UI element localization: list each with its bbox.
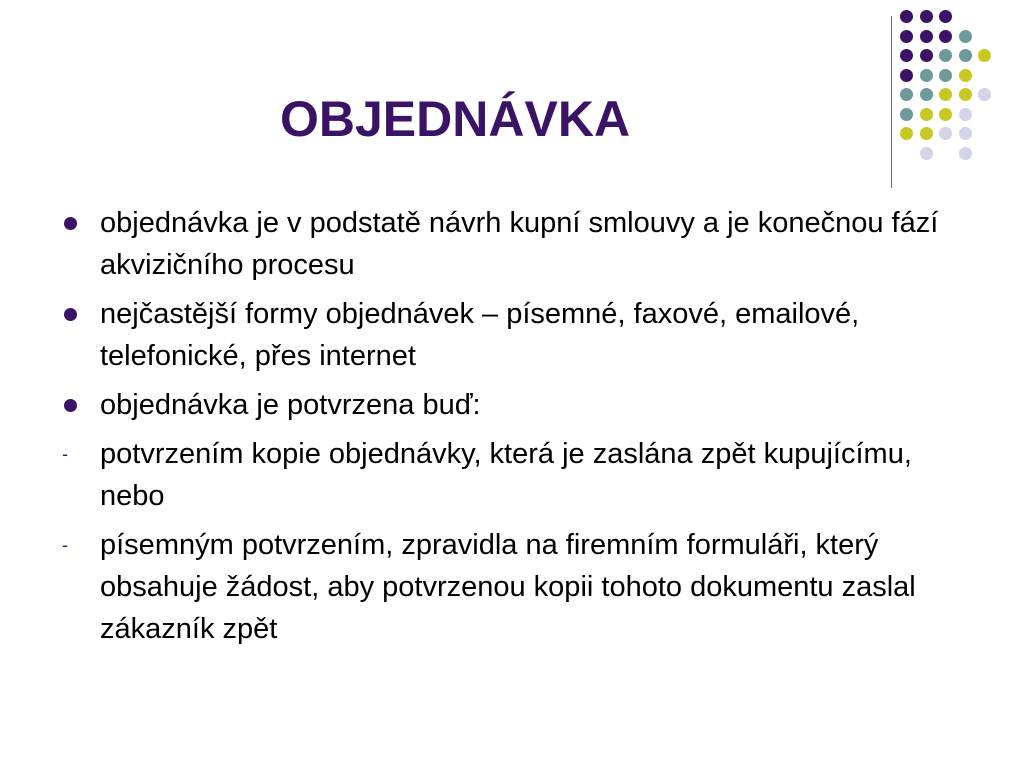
bullet-icon [64, 217, 77, 230]
decorative-dot-icon [920, 88, 933, 101]
decorative-dot-icon [959, 49, 972, 62]
decorative-dot-icon [900, 108, 913, 121]
dash-item [62, 524, 962, 650]
slide-title: OBJEDNÁVKA [280, 91, 631, 147]
decorative-dot-icon [900, 10, 913, 23]
decorative-dot-icon [959, 147, 972, 160]
dash-text: potvrzením kopie objednávky, která je zaslána zpět kupujícímu, nebo [100, 438, 912, 512]
decorative-dot-icon [900, 69, 913, 82]
dash-text: písemným potvrzením, zpravidla na firemním formuláři, který obsahuje žádost, aby potvrzenou kopii tohoto dokumentu zaslal zákazník zpět [100, 529, 916, 645]
decorative-dot-icon [920, 127, 933, 140]
decorative-dot-icon [959, 30, 972, 43]
decorative-dot-icon [959, 88, 972, 101]
bullet-item [62, 384, 962, 426]
dash-icon: - [62, 535, 68, 555]
decorative-dot-icon [939, 69, 952, 82]
decorative-dot-icon [978, 88, 991, 101]
title-divider [891, 16, 892, 188]
decorative-dot-icon [920, 49, 933, 62]
bullet-icon [64, 308, 77, 321]
decorative-dot-icon [900, 30, 913, 43]
decorative-dot-icon [920, 10, 933, 23]
decorative-dot-icon [978, 49, 991, 62]
decorative-dot-grid [900, 10, 1010, 170]
decorative-dot-icon [920, 108, 933, 121]
decorative-dot-icon [959, 127, 972, 140]
decorative-dot-icon [900, 88, 913, 101]
decorative-dot-icon [939, 30, 952, 43]
bullet-icon [64, 399, 77, 412]
bullet-text: nejčastější formy objednávek – písemné, faxové, emailové, telefonické, přes internet [100, 298, 860, 372]
decorative-dot-icon [939, 10, 952, 23]
decorative-dot-icon [939, 49, 952, 62]
dash-icon: - [62, 444, 68, 464]
bullet-item [62, 293, 962, 377]
decorative-dot-icon [920, 147, 933, 160]
decorative-dot-icon [959, 69, 972, 82]
decorative-dot-icon [939, 88, 952, 101]
bullet-item [62, 202, 962, 286]
decorative-dot-icon [959, 108, 972, 121]
decorative-dot-icon [939, 127, 952, 140]
bullet-text: objednávka je potvrzena buď: [100, 389, 481, 421]
decorative-dot-icon [900, 49, 913, 62]
decorative-dot-icon [920, 30, 933, 43]
decorative-dot-icon [939, 108, 952, 121]
bullet-text: objednávka je v podstatě návrh kupní smlouvy a je konečnou fází akvizičního procesu [100, 207, 939, 281]
decorative-dot-icon [920, 69, 933, 82]
slide-body [62, 202, 962, 657]
decorative-dot-icon [900, 127, 913, 140]
dash-item [62, 433, 962, 517]
